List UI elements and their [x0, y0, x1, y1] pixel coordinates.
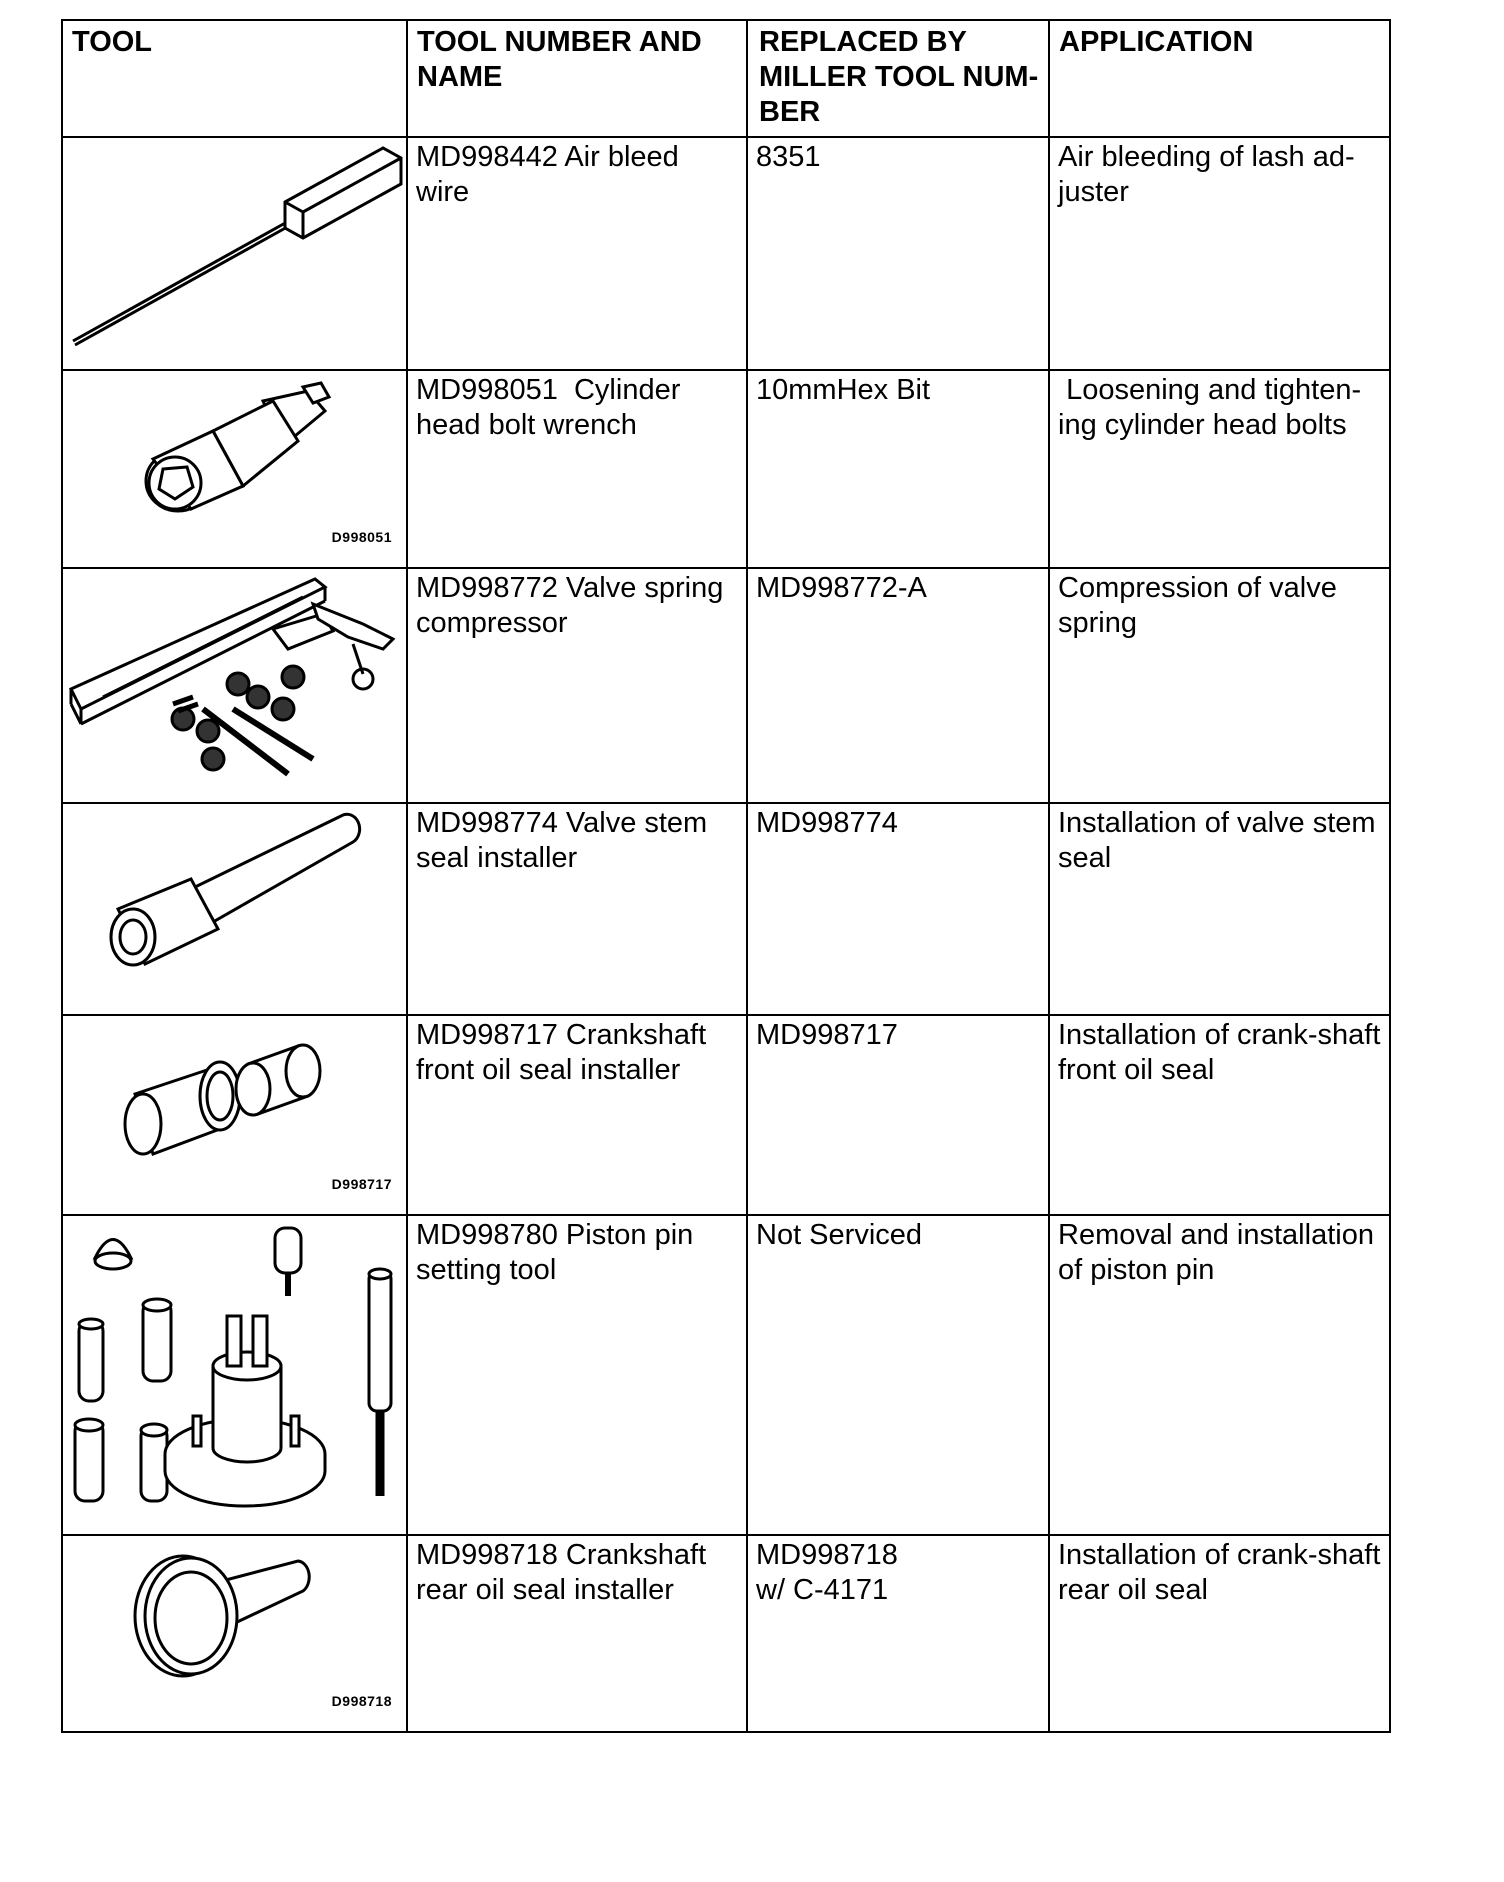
tool-image-cell [62, 1015, 407, 1215]
tool-number-name-cell [407, 137, 747, 370]
table-row [62, 1015, 1390, 1215]
image-code: D998051 [331, 529, 392, 545]
replaced-by-cell [747, 1015, 1049, 1215]
application: Loosening and tighten-ing cylinder head bolts [1058, 374, 1362, 441]
table-row [62, 1535, 1390, 1732]
valve-spring-compressor-illustration [63, 569, 406, 802]
table-row [62, 803, 1390, 1015]
replaced-by-cell [747, 1215, 1049, 1535]
tool-image-cell [62, 137, 407, 370]
replaced-by: 10mmHex Bit [756, 374, 931, 406]
tool-number-name-cell [407, 568, 747, 803]
application-cell [1049, 1015, 1390, 1215]
application-cell [1049, 568, 1390, 803]
header-replaced-by [747, 20, 1049, 137]
table-row [62, 1215, 1390, 1535]
replaced-by-cell [747, 1535, 1049, 1732]
application: Compression of valve spring [1058, 572, 1337, 639]
header-tool [62, 20, 407, 137]
tool-number-name-cell [407, 1015, 747, 1215]
replaced-by-cell [747, 370, 1049, 568]
piston-pin-setting-tool-illustration [63, 1216, 406, 1534]
tool-number-name: MD998774 Valve stem seal installer [416, 807, 708, 874]
application-cell [1049, 1535, 1390, 1732]
replaced-by-cell [747, 137, 1049, 370]
tool-number-name-cell [407, 1215, 747, 1535]
air-bleed-wire-illustration [63, 138, 406, 369]
application-cell [1049, 137, 1390, 370]
tool-table [61, 19, 1391, 1733]
image-code: D998717 [331, 1176, 392, 1192]
header-tool-number-name-label: TOOL NUMBER AND NAME [417, 26, 702, 93]
application: Installation of crank-shaft front oil seal [1058, 1019, 1381, 1086]
valve-stem-seal-installer-illustration [63, 804, 406, 1014]
tool-number-name: MD998718 Crankshaft rear oil seal installer [416, 1539, 707, 1606]
application: Air bleeding of lash ad-juster [1058, 141, 1355, 208]
replaced-by: 8351 [756, 141, 821, 173]
header-replaced-by-label: REPLACED BY MILLER TOOL NUM-BER [759, 26, 1039, 128]
tool-image-cell [62, 568, 407, 803]
table-row [62, 568, 1390, 803]
tool-image-cell [62, 1535, 407, 1732]
tool-number-name-cell [407, 803, 747, 1015]
application-cell [1049, 803, 1390, 1015]
header-application-label: APPLICATION [1059, 26, 1254, 58]
replaced-by: Not Serviced [756, 1219, 923, 1251]
application-cell [1049, 1215, 1390, 1535]
tool-number-name: MD998051 Cylinder head bolt wrench [416, 374, 689, 441]
tool-image-cell [62, 370, 407, 568]
application: Removal and installation of piston pin [1058, 1219, 1374, 1286]
tool-number-name-cell [407, 370, 747, 568]
tool-number-name: MD998772 Valve spring compressor [416, 572, 724, 639]
application-cell [1049, 370, 1390, 568]
table-row [62, 137, 1390, 370]
tool-image-cell [62, 1215, 407, 1535]
tool-number-name: MD998717 Crankshaft front oil seal installer [416, 1019, 707, 1086]
header-application [1049, 20, 1390, 137]
tool-image-cell [62, 803, 407, 1015]
header-tool-label: TOOL [72, 26, 153, 58]
tool-number-name-cell [407, 1535, 747, 1732]
replaced-by-cell [747, 568, 1049, 803]
header-tool-number-name [407, 20, 747, 137]
header-row [62, 20, 1390, 137]
tool-number-name: MD998442 Air bleed wire [416, 141, 679, 208]
replaced-by: MD998774 [756, 807, 898, 839]
application: Installation of crank-shaft rear oil seal [1058, 1539, 1381, 1606]
replaced-by-cell [747, 803, 1049, 1015]
replaced-by: MD998772-A [756, 572, 927, 604]
replaced-by: MD998717 [756, 1019, 898, 1051]
table-row [62, 370, 1390, 568]
tool-number-name: MD998780 Piston pin setting tool [416, 1219, 694, 1286]
application: Installation of valve stem seal [1058, 807, 1376, 874]
replaced-by: MD998718 w/ C-4171 [756, 1539, 898, 1606]
image-code: D998718 [331, 1693, 392, 1709]
